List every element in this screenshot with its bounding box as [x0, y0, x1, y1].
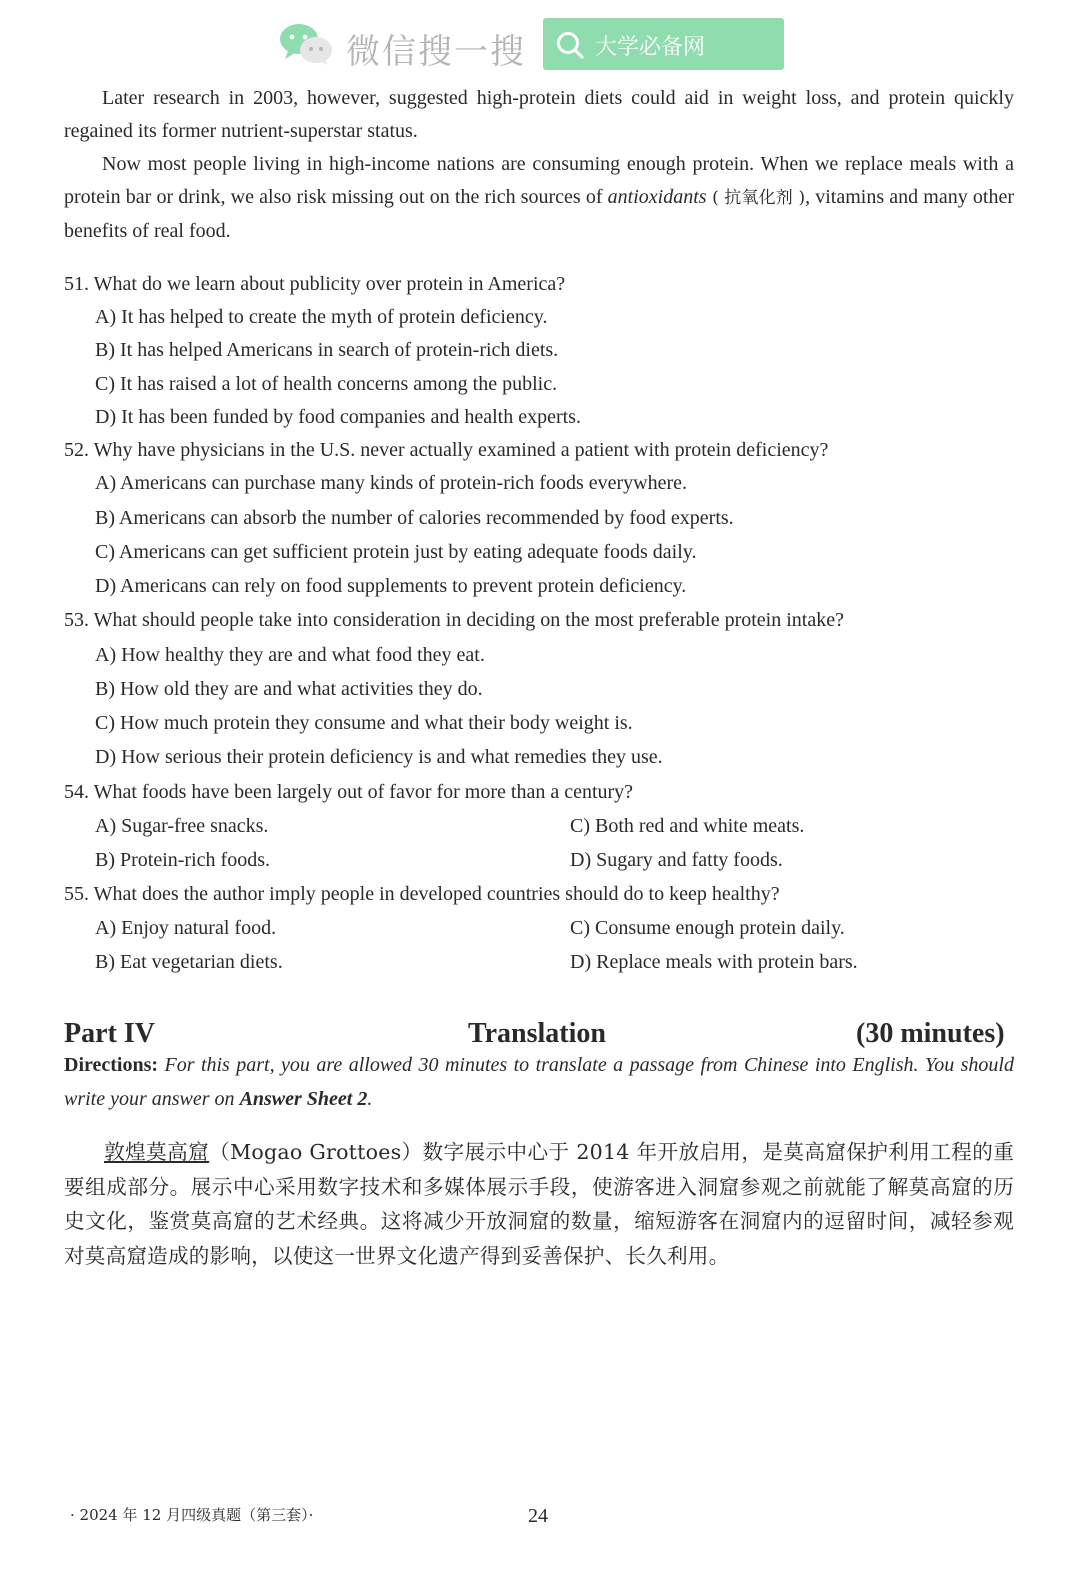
question-52-option-d: D) Americans can rely on food supplements to prevent protein deficiency.: [95, 575, 687, 597]
footer-source: · 2024 年 12 月四级真题（第三套）·: [70, 1506, 314, 1524]
question-55-stem: 55. What does the author imply people in developed countries should do to keep healthy?: [64, 883, 780, 905]
answer-sheet-ref: Answer Sheet 2: [239, 1088, 368, 1110]
translation-text: （Mogao Grottoes）数字展示中心于 2014 年开放启用，是莫高窟保护利用工程的重要组成部分。展示中心采用数字技术和多媒体展示手段，使游客进入洞窟参观之前就能了解莫高窟的历史文化，鉴赏莫高窟的艺术经典。这将减少开放洞窟的数量，缩短游客在洞窟内的逗留时间，减轻参观对莫高窟造成的影响，以使这一世界文化遗产得到妥善保护、长久利用。: [64, 1140, 1014, 1268]
passage-p2-after: , vitamins and many other benefits of real food.: [64, 186, 1014, 242]
wechat-icon: [278, 22, 334, 66]
question-55-option-a: A) Enjoy natural food.: [95, 917, 277, 939]
watermark-site: 大学必备网: [595, 35, 706, 60]
question-54-stem: 54. What foods have been largely out of favor for more than a century?: [64, 781, 634, 803]
question-51-option-c: C) It has raised a lot of health concerns among the public.: [95, 373, 558, 395]
watermark-label: 微信搜一搜: [346, 32, 526, 72]
directions-label: Directions:: [64, 1054, 159, 1076]
section-title: Translation: [468, 1018, 606, 1049]
question-55-option-c: C) Consume enough protein daily.: [570, 917, 845, 939]
question-51-option-d: D) It has been funded by food companies and health experts.: [95, 406, 581, 428]
section-time: (30 minutes): [856, 1018, 1005, 1049]
question-54-option-a: A) Sugar-free snacks.: [95, 815, 269, 837]
question-53-option-b: B) How old they are and what activities they do.: [95, 678, 483, 700]
translation-term: 敦煌莫高窟: [104, 1140, 210, 1164]
question-52-stem: 52. Why have physicians in the U.S. never actually examined a patient with protein deficiency?: [64, 439, 829, 461]
question-51-stem: 51. What do we learn about publicity over protein in America?: [64, 273, 566, 295]
passage-p2-gloss: ( 抗氧化剂 ): [706, 188, 806, 208]
watermark-search-box: [543, 18, 784, 70]
directions-end: .: [367, 1088, 373, 1110]
part-label: Part IV: [64, 1018, 155, 1049]
question-53-option-a: A) How healthy they are and what food they eat.: [95, 644, 485, 666]
question-54-option-b: B) Protein-rich foods.: [95, 849, 270, 871]
directions-body: For this part, you are allowed 30 minutes to translate a passage from Chinese into English. You should write your answer on: [64, 1054, 1014, 1110]
question-55-option-d: D) Replace meals with protein bars.: [570, 951, 858, 973]
watermark-banner: [278, 18, 788, 70]
question-53-option-d: D) How serious their protein deficiency is and what remedies they use.: [95, 746, 663, 768]
passage-paragraph-1: Later research in 2003, however, suggested high-protein diets could aid in weight loss, and protein quickly regained its former nutrient-superstar status.: [64, 87, 1014, 142]
question-54-option-c: C) Both red and white meats.: [570, 815, 805, 837]
page-number: 24: [528, 1505, 548, 1527]
question-55-option-b: B) Eat vegetarian diets.: [95, 951, 283, 973]
passage-p2-before: Now most people living in high-income nations are consuming enough protein. When we replace meals with a protein bar or drink, we also risk missing out on the rich sources of: [64, 153, 1014, 208]
question-52-option-b: B) Americans can absorb the number of calories recommended by food experts.: [95, 507, 734, 529]
translation-passage: [64, 1135, 1014, 1273]
passage-p2-term: antioxidants: [607, 186, 707, 208]
passage-paragraph-2: [64, 148, 1014, 248]
question-52-option-a: A) Americans can purchase many kinds of protein-rich foods everywhere.: [95, 472, 688, 494]
search-icon: [555, 30, 585, 60]
question-53-option-c: C) How much protein they consume and what their body weight is.: [95, 712, 633, 734]
question-51-option-a: A) It has helped to create the myth of protein deficiency.: [95, 306, 548, 328]
directions: [64, 1048, 1014, 1116]
question-54-option-d: D) Sugary and fatty foods.: [570, 849, 783, 871]
question-51-option-b: B) It has helped Americans in search of protein-rich diets.: [95, 339, 559, 361]
question-52-option-c: C) Americans can get sufficient protein just by eating adequate foods daily.: [95, 541, 697, 563]
question-53-stem: 53. What should people take into consideration in deciding on the most preferable protein intake?: [64, 609, 844, 631]
